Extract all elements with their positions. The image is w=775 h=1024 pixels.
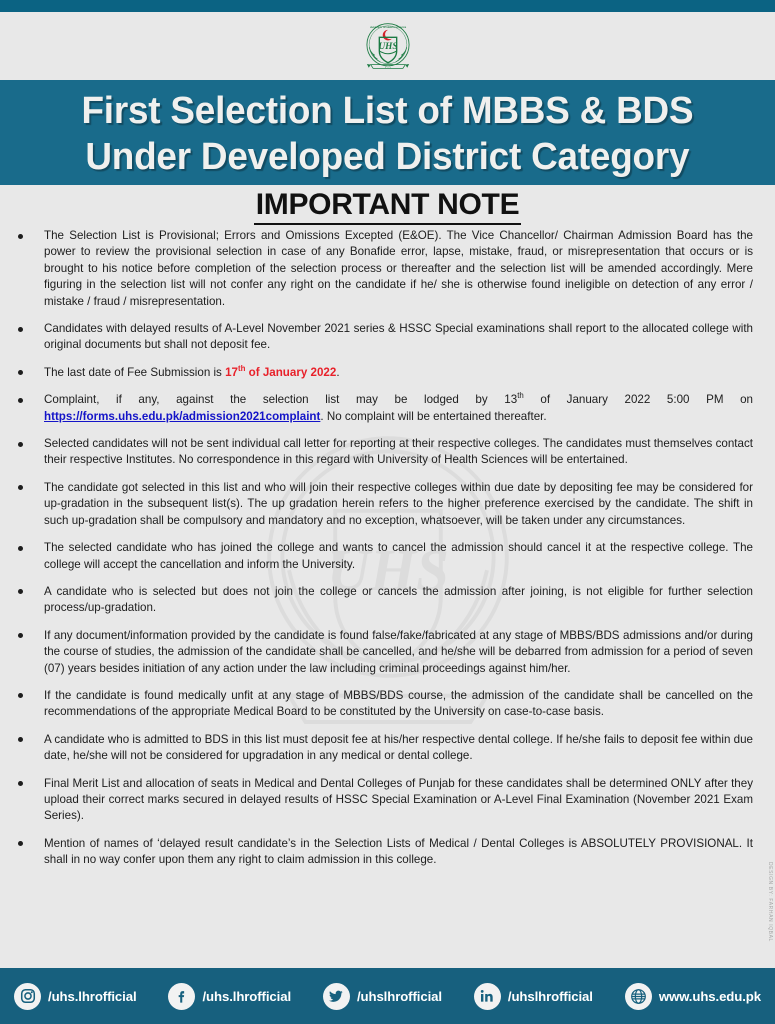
note-bullet-text: Final Merit List and allocation of seats in Medical and Dental Colleges of Punjab for these candidates shall be determined ONLY after they upload their correct marks secured in delayed results of HSSC Special Examination or A-Level Final Examination (November 2021 Exam Series). [44,776,753,823]
title-line-1: First Selection List of MBBS & BDS [81,89,694,132]
note-bullet-text: A candidate who is selected but does not join the college or cancels the admission after joining, is not eligible for further selection process/up-gradation. [44,584,753,615]
twitter-icon [323,983,350,1010]
note-bullet-bds-fee-deposit [14,732,753,765]
date-ordinal-suffix: th [517,391,524,401]
note-bullet-text: Selected candidates will not be sent individual call letter for reporting at their respective colleges. The candidates must themselves contact their respective Institutes. No correspondence in this regard with University of Health Sciences will be entertained. [44,437,753,467]
svg-text:٢٠٠١: ٢٠٠١ [384,66,391,70]
social-link-globe[interactable] [625,983,761,1010]
uhs-crest-logo [357,15,419,77]
note-bullet-cancel-admission [14,540,753,573]
note-bullet-final-merit-list [14,776,753,825]
instagram-icon [14,983,41,1010]
linkedin-icon [474,983,501,1010]
top-accent-strip [0,0,775,12]
note-bullet-text: . [336,365,340,379]
social-link-instagram[interactable] [14,983,137,1010]
note-bullet-fake-documents [14,628,753,677]
note-bullet-text: The selected candidate who has joined the college and wants to cancel the admission should cancel it at the respective college. The college will accept the cancellation and inform the University. [44,541,753,571]
note-bullet-text: A candidate who is admitted to BDS in this list must deposit fee at his/her respective dental college. If he/she fails to deposit fee within due date, he/she will not be considered for upgradation in any medical or dental college. [44,732,753,763]
note-bullet-text: If any document/information provided by the candidate is found false/fake/fabricated at any stage of MBBS/BDS admissions and/or during the course of studies, the admission of the candidate shall be cancelled, and he/she will be debarred from admission for a period of seven (07) years besides initiation of any action under the law including criminal proceedings against him/her. [44,628,753,675]
note-bullet-provisional-list [14,228,753,310]
important-note-heading: IMPORTANT NOTE [254,188,522,225]
note-bullet-text: Mention of names of ‘delayed result candidate’s in the Selection Lists of Medical / Dental Colleges is ABSOLUTELY PROVISIONAL. It shall in no way confer upon them any right to claim admission in this college. [44,836,753,867]
title-line-2: Under Developed District Category [85,135,690,178]
note-bullet-text: Complaint, if any, against the selection list may be lodged by 13 [44,393,518,407]
poster-title-band [0,80,775,185]
note-bullet-non-joining-ineligible [14,584,753,617]
note-bullet-text: The Selection List is Provisional; Errors and Omissions Excepted (E&OE). The Vice Chancellor/ Chairman Admission Board has the power to review the provisional selection in case of any Bonafide error, lapse, mistake, fraud, or misrepresentation that occurs or is brought to his notice before completion of the selection process or thereafter and the selection list will be amended accordingly. Mere figuring in the selection list will not confer any right on the candidate if he/ she is otherwise found ineligible on detection of any error / mistake / fraud / misrepresentation. [44,229,753,308]
note-bullet-text: Candidates with delayed results of A-Level November 2021 series & HSSC Special examinations shall report to the allocated college with original documents but shall not deposit fee. [44,322,753,352]
note-bullet-text: . No complaint will be entertained thereafter. [320,409,547,423]
svg-text:UHS: UHS [326,537,449,603]
note-bullet-complaint-window [14,392,753,425]
important-note-list [0,228,775,869]
designer-credit: DESIGN BY: FARHAN IQBAL [767,862,773,942]
svg-text:UNIVERSITY OF HEALTH SCIENCES: UNIVERSITY OF HEALTH SCIENCES [369,27,406,30]
note-bullet-fee-submission-date [14,365,753,381]
note-bullet-text: of January 2022 5:00 PM on [523,393,753,407]
note-bullet-no-call-letter [14,436,753,469]
note-bullet-delayed-results [14,321,753,354]
fee-date-ordinal-suffix: th [238,363,246,373]
note-bullet-medically-unfit [14,688,753,721]
social-handle-label: /uhs.lhrofficial [202,988,292,1004]
fee-date-highlight: 17 [225,365,238,379]
social-handle-label: /uhslhrofficial [356,988,442,1004]
note-bullet-delayed-result-provisional [14,836,753,869]
note-bullet-text: The candidate got selected in this list and who will join their respective colleges within due date by depositing fee may be considered for up-gradation in the subsequent list(s). The up gradation herein refers to the higher preference exercised by the candidate. The shift in such up-gradation shall be compulsory and mandatory and no exception, whatsoever, will be taken under any circumstances. [44,480,753,527]
social-link-linkedin[interactable] [474,983,593,1010]
note-bullet-text: If the candidate is found medically unfit at any stage of MBBS/BDS course, the admission of the candidate shall be cancelled on the recommendations of the appropriate Medical Board to be constituted by the University on case-to-case basis. [44,688,753,719]
social-handle-label: /uhslhrofficial [507,988,593,1004]
svg-text:UHS: UHS [377,42,398,53]
note-bullet-text: The last date of Fee Submission is [44,365,226,379]
facebook-icon [168,983,195,1010]
important-note-heading-wrap [0,188,775,225]
globe-icon [625,983,652,1010]
crest-band [0,12,775,80]
complaint-form-link[interactable]: https://forms.uhs.edu.pk/admission2021complaint [44,409,321,423]
social-link-facebook[interactable] [168,983,291,1010]
note-bullet-up-gradation-rules [14,480,753,529]
fee-date-highlight: of January 2022 [245,365,337,379]
social-link-twitter[interactable] [323,983,442,1010]
social-handle-label: /uhs.lhrofficial [48,988,137,1004]
social-handle-label: www.uhs.edu.pk [658,988,761,1004]
social-footer [0,968,775,1024]
